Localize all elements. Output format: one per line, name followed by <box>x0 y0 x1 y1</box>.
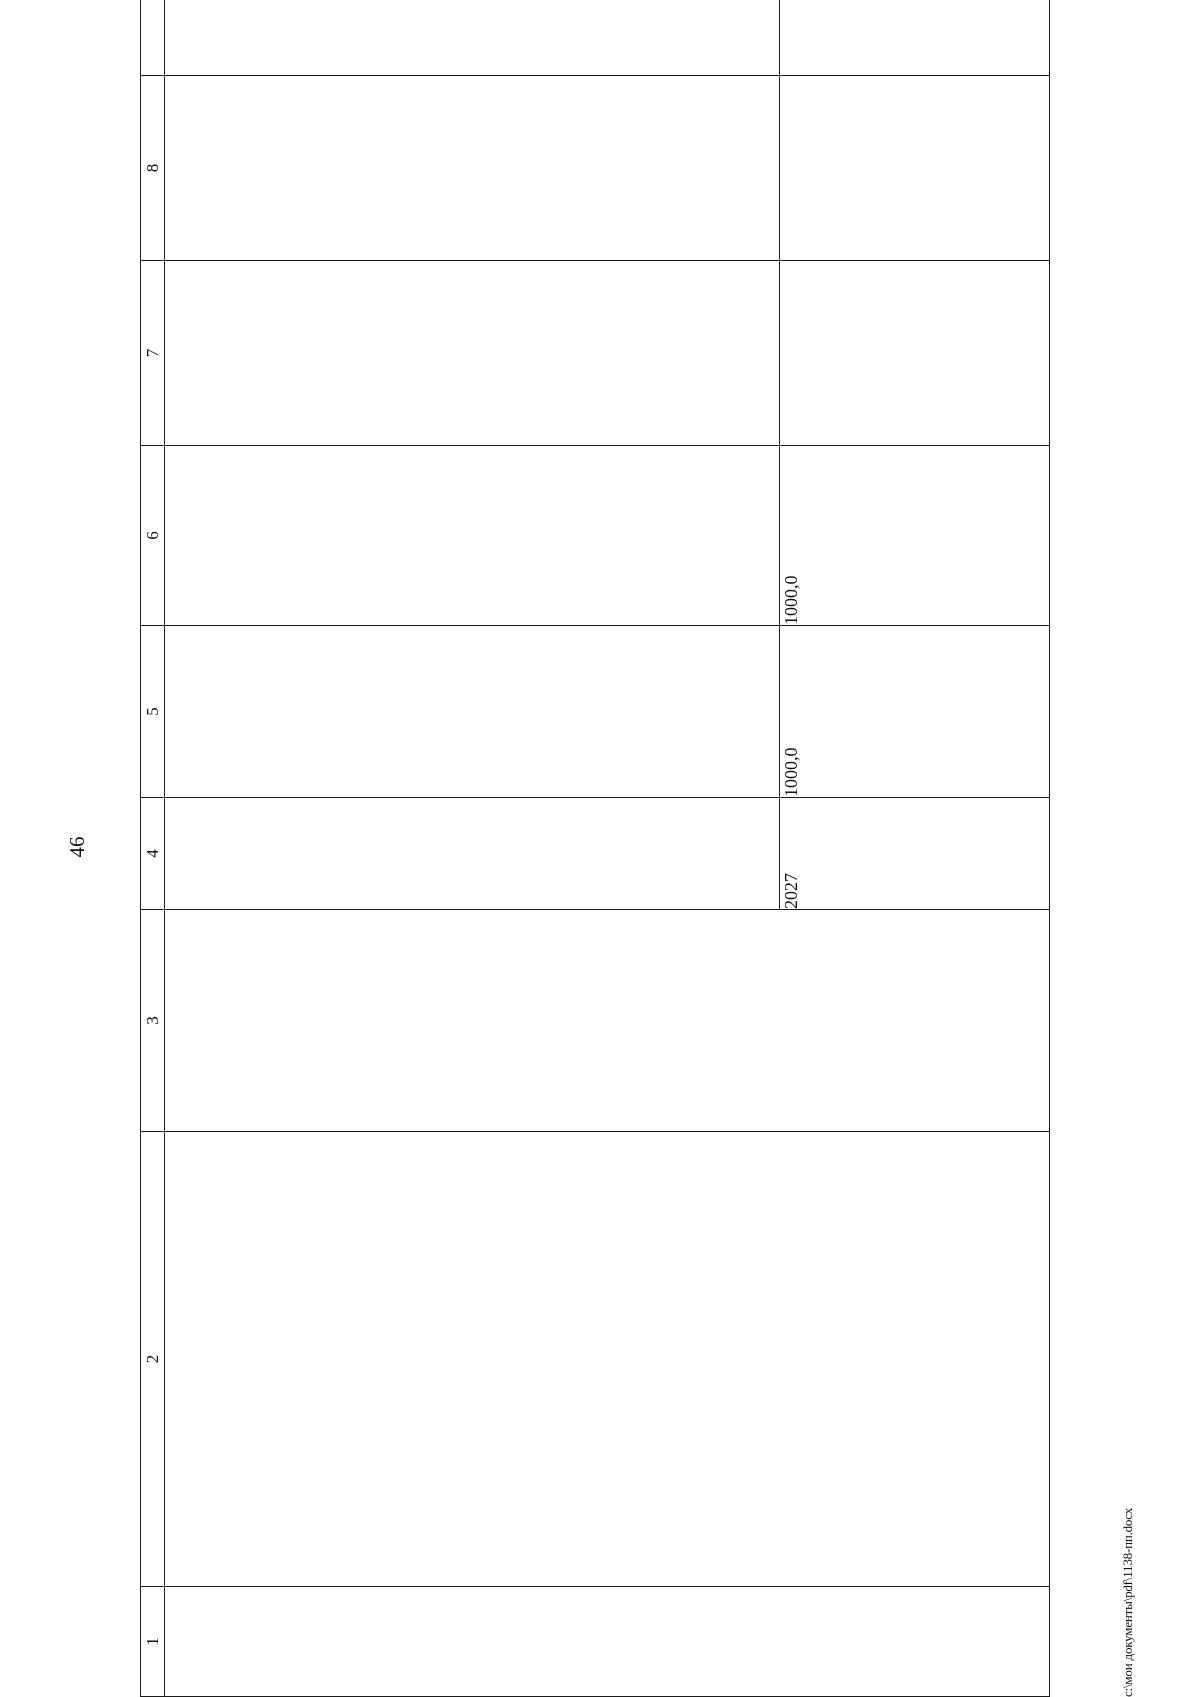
column-header-3: 3 <box>141 910 165 1132</box>
column-header-2: 2 <box>141 1132 165 1587</box>
row-b-value-cell-col6: 1000,0 <box>780 446 1050 626</box>
row-b-cell-col8 <box>780 76 1050 261</box>
page-number: 46 <box>65 836 89 858</box>
row-a-cell-col9 <box>165 0 780 76</box>
column-header-1: 1 <box>141 1587 165 1697</box>
row-b-year-cell: 2027 <box>780 798 1050 910</box>
row-cell-col3 <box>165 910 1050 1132</box>
row-a-cell-col7 <box>165 261 780 446</box>
table-row <box>165 0 780 1697</box>
row-a-cell-col5 <box>165 626 780 798</box>
row-a-cell-col6 <box>165 446 780 626</box>
column-header-8: 8 <box>141 76 165 261</box>
row-b-value-cell-col5: 1000,0 <box>780 626 1050 798</box>
row-cell-col2 <box>165 1132 1050 1587</box>
column-header-7: 7 <box>141 261 165 446</box>
row-a-cell-col4 <box>165 798 780 910</box>
row-a-cell-col8 <box>165 76 780 261</box>
row-cell-col1 <box>165 1587 1050 1697</box>
footer-file-path: c:\мои документы\pdf\1138-пп.docx <box>1120 1507 1135 1697</box>
column-header-9 <box>141 0 165 76</box>
column-header-4: 4 <box>141 798 165 910</box>
row-b-cell-col9 <box>780 0 1050 76</box>
column-header-6: 6 <box>141 446 165 626</box>
data-table <box>140 0 1050 1697</box>
column-header-5: 5 <box>141 626 165 798</box>
column-number-row <box>141 0 165 1697</box>
row-b-cell-col7 <box>780 261 1050 446</box>
